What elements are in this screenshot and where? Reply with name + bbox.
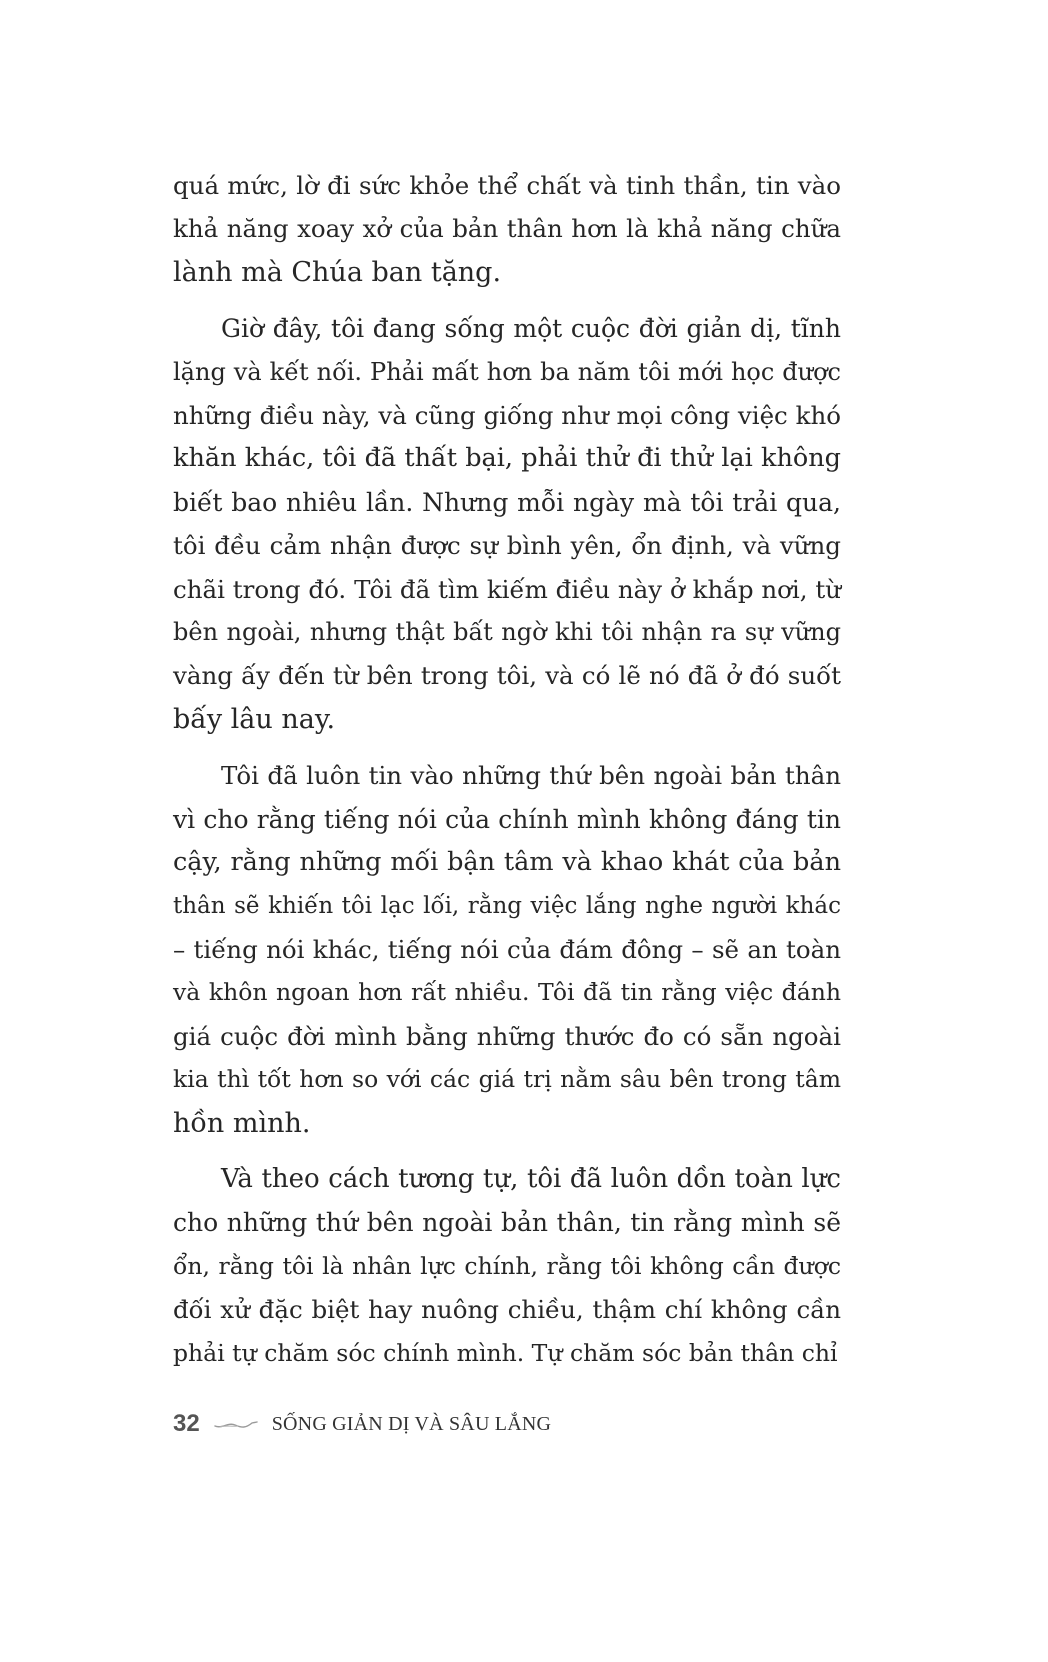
text-line: Tôi đã luôn tin vào những thứ bên ngoài bản thân xyxy=(221,761,841,791)
text-line: khăn khác, tôi đã thất bại, phải thử đi thử lại không xyxy=(173,443,841,474)
text-line: đối xử đặc biệt hay nuông chiều, thậm chí không cần xyxy=(173,1295,841,1325)
paragraph xyxy=(173,754,841,1145)
text-line: Giờ đây, tôi đang sống một cuộc đời giản dị, tĩnh xyxy=(221,314,841,344)
text-line: tôi đều cảm nhận được sự bình yên, ổn định, và vững xyxy=(173,531,841,561)
page-footer xyxy=(173,1404,551,1444)
text-line: lành mà Chúa ban tặng. xyxy=(173,256,502,288)
text-line: những điều này, và cũng giống như mọi công việc khó xyxy=(173,401,841,431)
text-line: và khôn ngoan hơn rất nhiều. Tôi đã tin rằng việc đánh xyxy=(173,978,841,1007)
paragraph xyxy=(173,164,841,294)
text-line: – tiếng nói khác, tiếng nói của đám đông – sẽ an toàn xyxy=(173,934,841,964)
text-line: chãi trong đó. Tôi đã tìm kiếm điều này ở khắp nơi, từ xyxy=(173,574,841,604)
text-line: kia thì tốt hơn so với các giá trị nằm sâu bên trong tâm xyxy=(173,1065,841,1094)
body-text xyxy=(173,164,841,1388)
text-line: bên ngoài, nhưng thật bất ngờ khi tôi nhận ra sự vững xyxy=(173,618,841,647)
text-line: biết bao nhiêu lần. Nhưng mỗi ngày mà tôi trải qua, xyxy=(173,487,841,517)
paragraph xyxy=(173,307,841,741)
page-number: 32 xyxy=(173,1410,200,1437)
text-line: ổn, rằng tôi là nhân lực chính, rằng tôi không cần được xyxy=(173,1251,841,1280)
text-line: khả năng xoay xở của bản thân hơn là khả năng chữa xyxy=(173,214,841,244)
text-line: lặng và kết nối. Phải mất hơn ba năm tôi mới học được xyxy=(173,357,841,386)
text-line: Và theo cách tương tự, tôi đã luôn dồn toàn lực xyxy=(221,1163,841,1194)
paragraph xyxy=(173,1158,841,1375)
text-line: vì cho rằng tiếng nói của chính mình không đáng tin xyxy=(173,804,841,834)
text-line: vàng ấy đến từ bên trong tôi, và có lẽ nó đã ở đó suốt xyxy=(173,661,841,691)
text-line: thân sẽ khiến tôi lạc lối, rằng việc lắng nghe người khác xyxy=(173,892,841,919)
wave-flourish-icon xyxy=(214,1416,258,1432)
text-line: cho những thứ bên ngoài bản thân, tin rằng mình sẽ xyxy=(173,1208,841,1238)
running-title: SỐNG GIẢN DỊ VÀ SÂU LẮNG xyxy=(271,1412,552,1435)
text-line: bấy lâu nay. xyxy=(173,703,336,735)
text-line: phải tự chăm sóc chính mình. Tự chăm sóc bản thân chỉ xyxy=(173,1338,838,1367)
text-line: quá mức, lờ đi sức khỏe thể chất và tinh thần, tin vào xyxy=(173,171,841,200)
text-line: giá cuộc đời mình bằng những thước đo có sẵn ngoài xyxy=(173,1021,841,1051)
text-line: cậy, rằng những mối bận tâm và khao khát của bản xyxy=(173,847,841,878)
text-line: hồn mình. xyxy=(173,1107,311,1139)
